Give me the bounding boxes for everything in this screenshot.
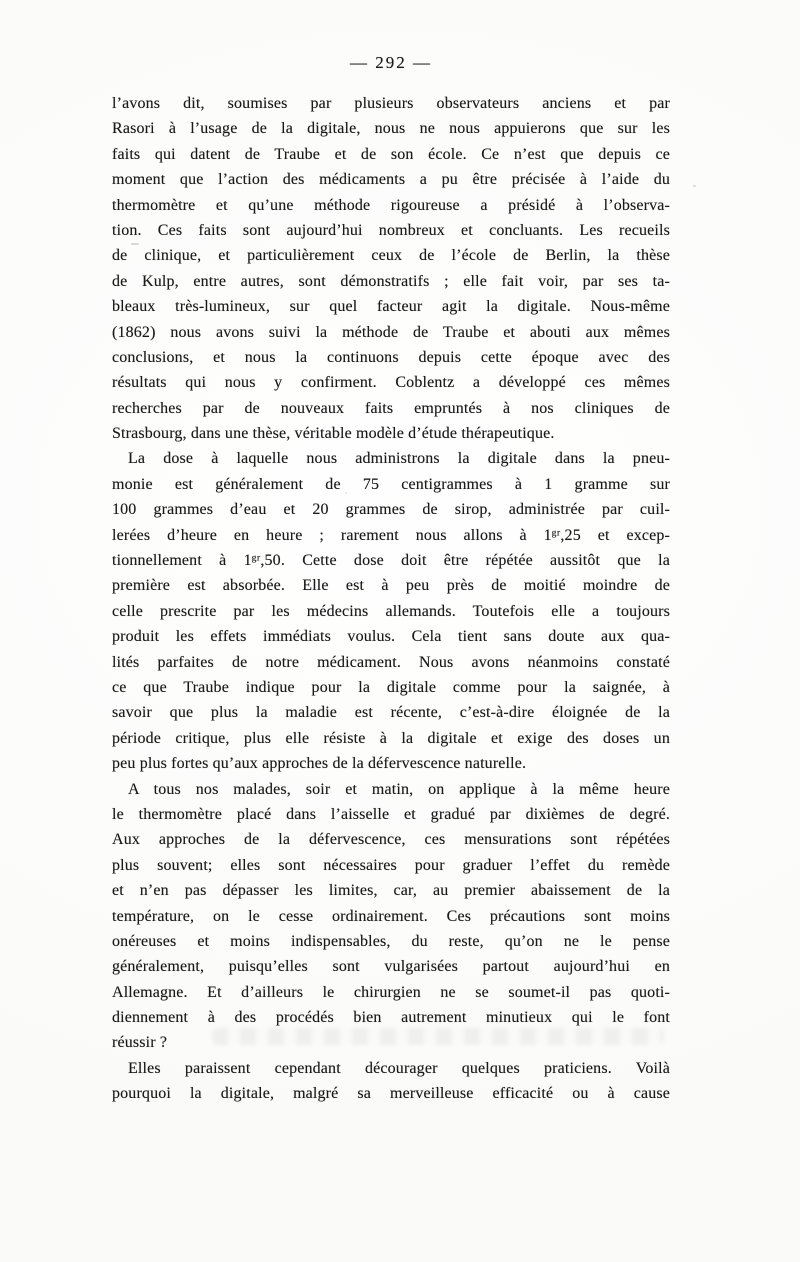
text-line: (1862) nous avons suivi la méthode de Traube et abouti aux mêmes [112, 323, 670, 341]
text-line: pourquoi la digitale, malgré sa merveilleuse efficacité ou à cause [112, 1085, 670, 1103]
paragraph [112, 1056, 670, 1107]
text-line: Aux approches de la défervescence, ces mensurations sont répétées [112, 831, 670, 849]
text-line: faits qui datent de Traube et de son école. Ce n’est que depuis ce [112, 145, 670, 163]
text-line: tion. Ces faits sont aujourd’hui nombreux et concluants. Les recueils [112, 221, 670, 239]
page-number: — 292 — [350, 53, 432, 72]
text-line: Strasbourg, dans une thèse, véritable modèle d’étude thérapeutique. [112, 425, 555, 443]
text-line: lerées d’heure en heure ; rarement nous allons à 1ᵍʳ,25 et excep- [112, 526, 670, 544]
text-line: moment que l’action des médicaments a pu être précisée à l’aide du [112, 171, 670, 189]
text-area [112, 50, 670, 1107]
text-line: peu plus fortes qu’aux approches de la défervescence naturelle. [112, 755, 527, 773]
text-line: période critique, plus elle résiste à la digitale et exige des doses un [112, 729, 670, 747]
text-line: première est absorbée. Elle est à peu près de moitié moindre de [112, 577, 670, 595]
text-line: l’avons dit, soumises par plusieurs observateurs anciens et par [112, 95, 670, 112]
text-block [112, 91, 670, 1107]
text-line: réussir ? [112, 1034, 168, 1052]
text-line: lités parfaites de notre médicament. Nous avons néanmoins constaté [112, 653, 670, 671]
text-line: bleaux très-lumineux, sur quel facteur agit la digitale. Nous-même [112, 298, 670, 316]
text-line: celle prescrite par les médecins allemands. Toutefois elle a toujours [112, 602, 670, 620]
text-line: A tous nos malades, soir et matin, on applique à la même heure [128, 780, 670, 798]
text-line: généralement, puisqu’elles sont vulgarisées partout aujourd’hui en [112, 958, 670, 976]
text-line: Allemagne. Et d’ailleurs le chirurgien ne se soumet-il pas quoti- [112, 983, 670, 1001]
text-line: 100 grammes d’eau et 20 grammes de sirop, administrée par cuil- [112, 501, 670, 519]
paragraph [112, 446, 670, 776]
text-line: diennement à des procédés bien autrement minutieux qui le font [112, 1009, 670, 1027]
text-line: produit les effets immédiats voulus. Cela tient sans doute aux qua- [112, 628, 670, 646]
paragraph [112, 91, 670, 446]
text-line: monie est généralement de 75 centigrammes à 1 gramme sur [112, 475, 670, 493]
text-line: le thermomètre placé dans l’aisselle et gradué par dixièmes de degré. [112, 805, 670, 823]
text-line: et n’en pas dépasser les limites, car, au premier abaissement de la [112, 882, 670, 900]
text-line: conclusions, et nous la continuons depuis cette époque avec des [112, 348, 670, 366]
text-line: thermomètre et qu’une méthode rigoureuse a présidé à l’observa- [112, 196, 670, 214]
text-line: de Kulp, entre autres, sont démonstratifs ; elle fait voir, par ses ta- [112, 272, 670, 290]
text-line: tionnellement à 1ᵍʳ,50. Cette dose doit être répétée aussitôt que la [112, 552, 670, 570]
text-line: résultats qui nous y confirment. Coblentz a développé ces mêmes [112, 374, 670, 392]
text-line: La dose à laquelle nous administrons la digitale dans la pneu- [128, 450, 670, 468]
text-line: Elles paraissent cependant décourager quelques praticiens. Voilà [128, 1059, 670, 1077]
text-line: recherches par de nouveaux faits empruntés à nos cliniques de [112, 399, 670, 417]
text-line: plus souvent; elles sont nécessaires pour graduer l’effet du remède [112, 856, 670, 874]
text-line: Rasori à l’usage de la digitale, nous ne nous appuierons que sur les [112, 120, 670, 138]
text-line: de clinique, et particulièrement ceux de l’école de Berlin, la thèse [112, 247, 670, 265]
paragraph [112, 777, 670, 1056]
text-line: onéreuses et moins indispensables, du reste, qu’on ne le pense [112, 932, 670, 950]
scan-speck [693, 185, 696, 187]
text-line: ce que Traube indique pour la digitale comme pour la saignée, à [112, 678, 670, 696]
text-line: température, on le cesse ordinairement. Ces précautions sont moins [112, 907, 670, 925]
text-line: savoir que plus la maladie est récente, c’est-à-dire éloignée de la [112, 704, 670, 722]
